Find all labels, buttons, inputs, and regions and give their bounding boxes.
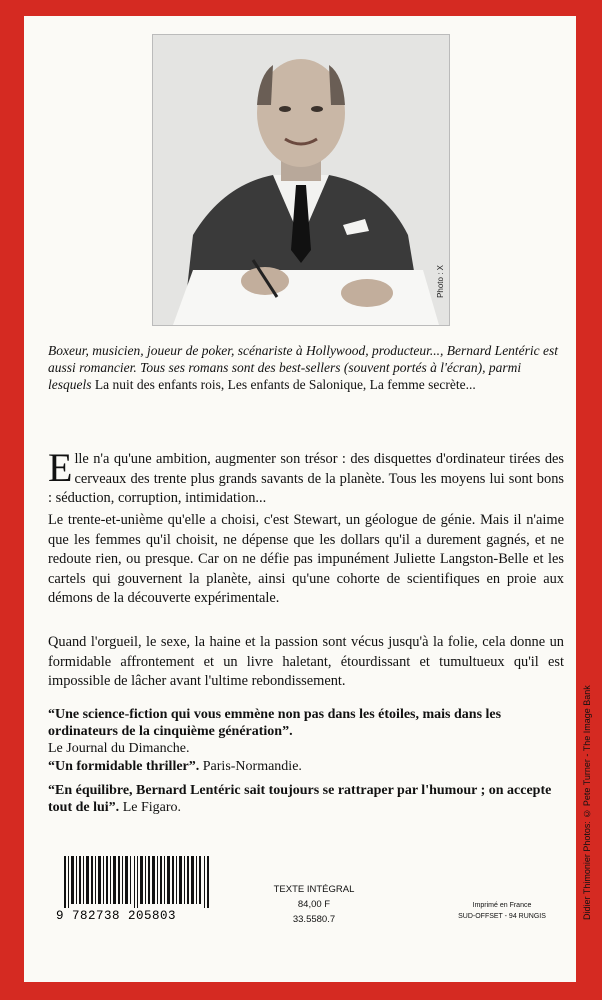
barcode-bars — [56, 856, 216, 908]
printer-name: SUD-OFFSET - 94 RUNGIS — [458, 913, 546, 920]
quote-2-text: “Un formidable thriller”. — [48, 759, 200, 774]
caption-italic: Boxeur, musicien, joueur de poker, scénariste à Hollywood, producteur..., Bernard Lentéric est aussi romancier. Tous ses romans sont des best-sellers (souvent portés à l'écran), parmi lesquels — [48, 343, 559, 392]
quote-3-text: “En équilibre, Bernard Lentéric sait toujours se rattraper par l'humour ; on accepte tout de lui”. — [48, 783, 552, 815]
review-quote-2 — [48, 758, 564, 775]
quote-3-source: Le Figaro. — [119, 800, 182, 815]
white-panel — [24, 16, 576, 982]
review-quote-1 — [48, 706, 564, 757]
cover-credits: Didier Thimonier Photos: © Pete Turner - The Image Bank — [582, 685, 592, 920]
printer-info — [452, 900, 552, 922]
paragraph-3: Quand l'orgueil, le sexe, la haine et la passion sont vécus jusqu'à la folie, cela donne un formidable affrontement et un livre haletant, étourdissant et tumultueux qu'il est impossible de lâcher avant l'ultime rebondissement. — [48, 634, 564, 689]
photo-credit: Photo : X — [436, 265, 445, 298]
author-photo — [152, 34, 450, 326]
paragraph-1-text: lle n'a qu'une ambition, augmenter son trésor : des disquettes d'ordinateur tirées des cerveaux des trente plus grands savants de la planète. Tous les moyens lui sont bons : séduction, corruption, intimidation... — [48, 451, 564, 506]
drop-cap: E — [48, 445, 73, 490]
author-caption — [48, 342, 564, 393]
edition-label: TEXTE INTÉGRAL — [273, 884, 355, 895]
paragraph-1 — [48, 445, 564, 509]
catalog-code: 33.5580.7 — [292, 914, 336, 925]
quote-1-source: Le Journal du Dimanche. — [48, 741, 190, 756]
paragraph-2: Le trente-et-unième qu'elle a choisi, c'est Stewart, un géologue de génie. Mais il n'aime que les femmes qu'il choisit, ne dépense que les dollars qu'il a durement gagnés, et ne redoute rien, ou presque. Car on ne défie pas impunément Juliette Langston-Belle et les cartels qui gouvernent la planète, ainsi qu'une cohorte de scientifiques en proie aux démons de la découverte expérimentale. — [48, 512, 564, 606]
price-value: 84,00 F — [297, 899, 331, 910]
caption-titles: La nuit des enfants rois, Les enfants de Salonique, La femme secrète... — [91, 377, 476, 392]
quote-2-source: Paris-Normandie. — [199, 759, 302, 774]
author-portrait-image — [153, 35, 449, 325]
review-quote-3 — [48, 782, 564, 816]
price-block — [254, 882, 374, 927]
isbn-barcode — [56, 856, 216, 926]
quote-1-text: “Une science-fiction qui vous emmène non pas dans les étoiles, mais dans les ordinateurs de la cinquième génération”. — [48, 707, 502, 739]
isbn-number: 9 782738 205803 — [56, 909, 177, 923]
printed-in: Imprimé en France — [472, 902, 532, 909]
